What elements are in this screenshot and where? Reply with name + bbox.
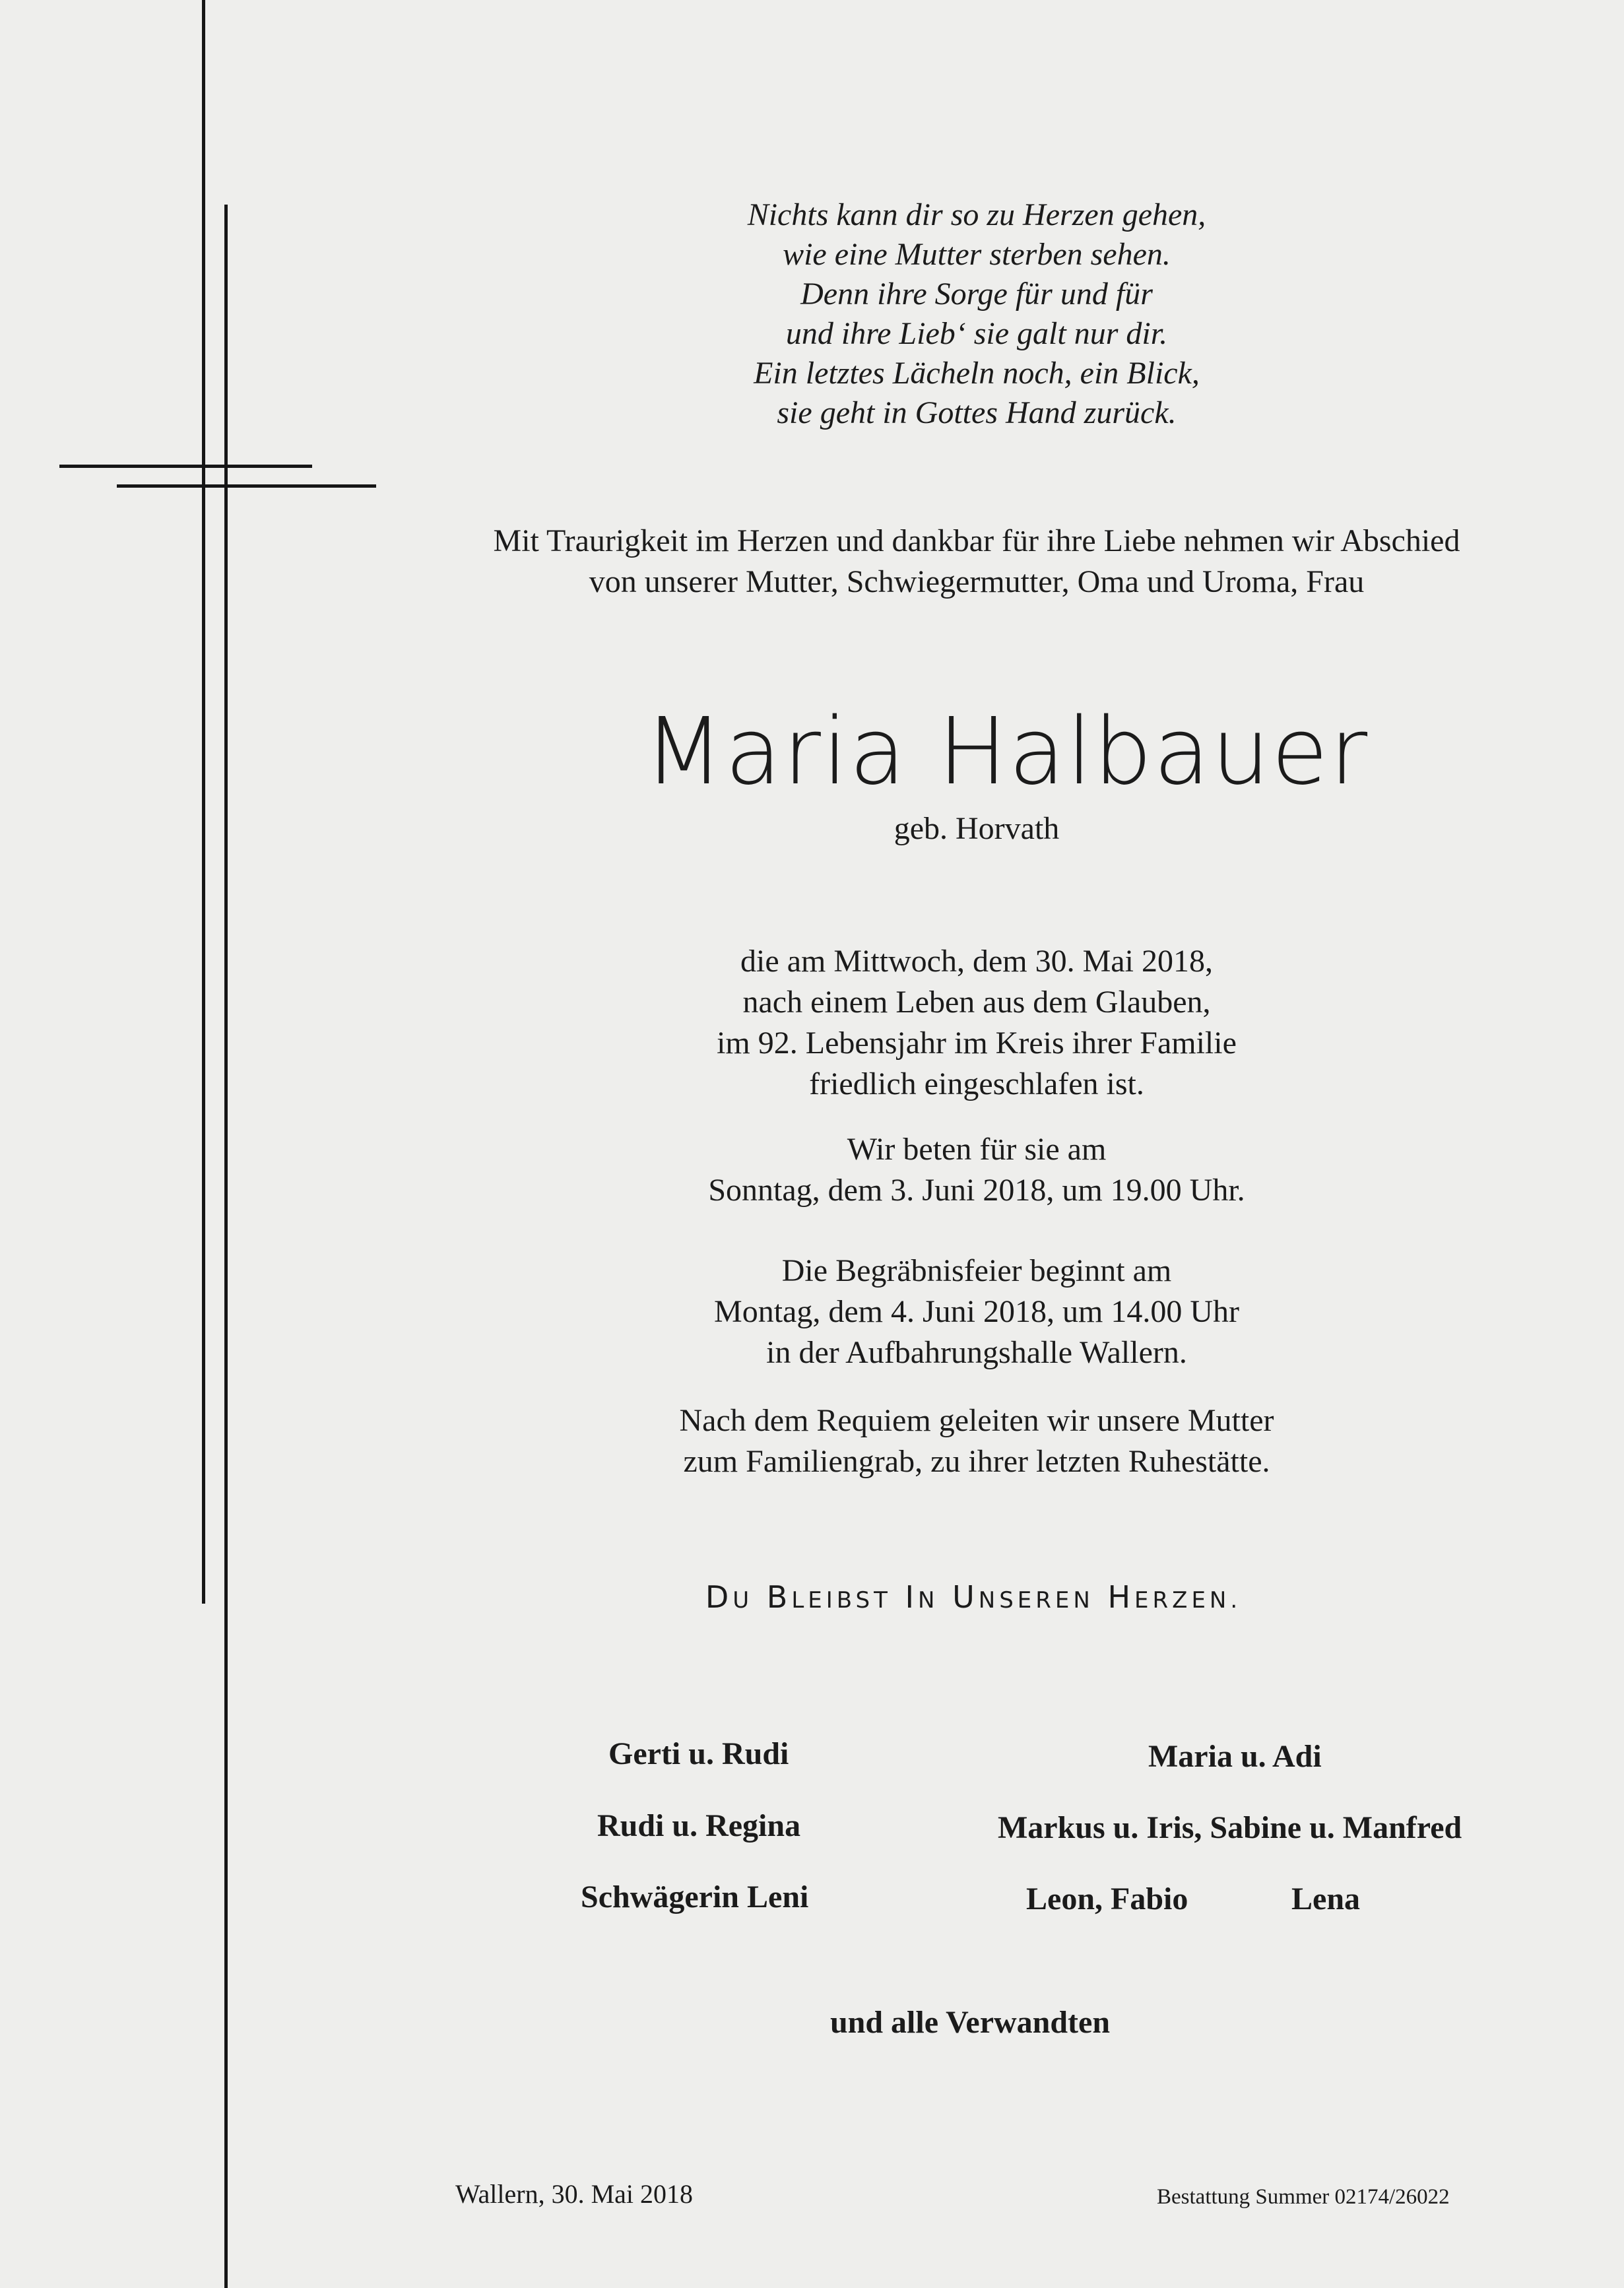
poem-line: Ein letztes Lächeln noch, ein Blick, xyxy=(754,356,1200,391)
closing-line: und alle Verwandten xyxy=(829,2005,1111,2040)
intro-line: Mit Traurigkeit im Herzen und dankbar für ihre Liebe nehmen wir Abschied xyxy=(493,523,1460,558)
motto-word: DU xyxy=(705,1579,754,1615)
text-line: friedlich eingeschlafen ist. xyxy=(809,1066,1144,1101)
mourner-right: Lena xyxy=(1291,1881,1361,1916)
text-line: Montag, dem 4. Juni 2018, um 14.00 Uhr xyxy=(714,1294,1239,1329)
text-line: Nach dem Requiem geleiten wir unsere Mutter xyxy=(679,1403,1274,1438)
text-line: im 92. Lebensjahr im Kreis ihrer Familie xyxy=(717,1026,1237,1061)
motto-word: BLEIBST xyxy=(766,1579,892,1615)
text-line: in der Aufbahrungshalle Wallern. xyxy=(766,1335,1187,1370)
mourner-right: Leon, Fabio xyxy=(1026,1881,1188,1916)
undertaker-info: Bestattung Summer 02174/26022 xyxy=(1157,2185,1450,2209)
funeral-info xyxy=(620,1251,1333,1373)
place-date: Wallern, 30. Mai 2018 xyxy=(455,2179,694,2209)
intro-text xyxy=(422,521,1531,603)
mourner-right: Maria u. Adi xyxy=(1148,1739,1322,1774)
mourner-left: Rudi u. Regina xyxy=(597,1808,801,1843)
cross-vertical-upper-line xyxy=(224,205,228,2288)
text-line: Die Begräbnisfeier beginnt am xyxy=(781,1253,1172,1288)
deceased-name: Maria Halbauer xyxy=(643,698,1369,806)
motto-word: UNSEREN xyxy=(952,1579,1094,1615)
burial-info xyxy=(620,1400,1333,1482)
poem-line: Nichts kann dir so zu Herzen gehen, xyxy=(747,197,1206,232)
intro-line: von unserer Mutter, Schwiegermutter, Oma und Uroma, Frau xyxy=(589,564,1365,599)
text-line: nach einem Leben aus dem Glauben, xyxy=(742,985,1211,1020)
prayer-info xyxy=(620,1129,1333,1211)
mourner-left: Schwägerin Leni xyxy=(581,1879,809,1914)
poem-line: sie geht in Gottes Hand zurück. xyxy=(777,395,1177,430)
left-border-line xyxy=(202,0,205,1604)
maiden-name: geb. Horvath xyxy=(893,811,1060,846)
poem xyxy=(660,195,1293,433)
cross-bar-right-line xyxy=(117,484,376,488)
cross-bar-left-line xyxy=(59,465,312,468)
text-line: Sonntag, dem 3. Juni 2018, um 19.00 Uhr. xyxy=(708,1173,1245,1208)
text-line: die am Mittwoch, dem 30. Mai 2018, xyxy=(740,944,1213,979)
mourner-right: Markus u. Iris, Sabine u. Manfred xyxy=(998,1810,1462,1845)
poem-line: Denn ihre Sorge für und für xyxy=(800,277,1153,311)
text-line: Wir beten für sie am xyxy=(847,1132,1107,1167)
poem-line: und ihre Lieb‘ sie galt nur dir. xyxy=(785,316,1168,351)
motto xyxy=(647,1577,1300,1620)
motto-word: HERZEN. xyxy=(1107,1579,1242,1615)
poem-line: wie eine Mutter sterben sehen. xyxy=(783,237,1171,272)
mourner-left: Gerti u. Rudi xyxy=(608,1736,789,1771)
text-line: zum Familiengrab, zu ihrer letzten Ruhestätte. xyxy=(683,1444,1270,1479)
death-announcement xyxy=(620,941,1333,1105)
motto-word: IN xyxy=(905,1579,939,1615)
